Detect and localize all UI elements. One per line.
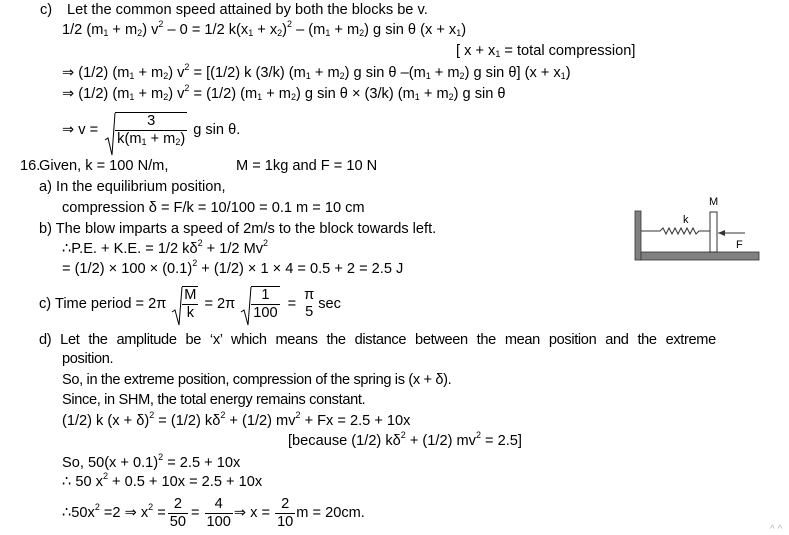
spring-block-figure (632, 190, 762, 262)
part-d-line: Since, in SHM, the total energy remains constant. (62, 392, 366, 408)
equation-line: ∴ 50 $x^2 + 0.5 + 10x = 2.5 + 10x$ (62, 471, 263, 490)
problem-number: 16. (20, 158, 41, 174)
equation-note: [ $x + x_1$ = total compression] (456, 43, 636, 59)
sqrt-expression: $\frac{1}{100}$ (240, 286, 279, 322)
energy-conservation-equation: (1/2) k $(x + \delta)^2 = (1/2)$ $k\delta^2 + (1/2) mv^2 + Fx = 2.5 + 10x$ (62, 410, 411, 429)
spring-mass-diagram (632, 190, 762, 266)
equation-line: ⇒ (1/2) $(m_1 + m_2) v^2 = [(1/2)$ k (3/k) $(m_1 + m_2)$ g sin θ $-(m_1 + m_2)$ g sin θ] $(x + x_1)$ (62, 62, 571, 81)
part-c-intro: Let the common speed attained by both the blocks be v. (67, 2, 428, 18)
amplitude-result-equation: $\therefore 50x^2 =2$ ⇒ $x^2$ = $\frac{2}{50}$ = $\frac{4}{100}$ ⇒ x = $\frac{2}{10}$ m = 20cm. (62, 495, 365, 530)
eq-suffix: g sin θ. (193, 122, 241, 138)
equation-line: 1/2 $(m_1 + m_2)$ $v^2 - 0 = 1/2$ $k(x_1 + x_2)^2 - (m_1 + m_2)$ g sin θ $(x + x_1)$ (62, 19, 467, 38)
given-values: Given, k = 100 N/m, (39, 158, 169, 174)
part-a-label: a) In the equilibrium position, (39, 179, 226, 195)
part-d-line: position. (62, 351, 114, 367)
equation-line: ⇒ (1/2) $(m_1 + m_2) v^2 = (1/2) (m_1 + m_2)$ g sin θ × (3/k) $(m_1 + m_2)$ g sin θ (62, 83, 506, 102)
part-d-line: d) Let the amplitude be ‘x’ which means the distance between the mean position and the extreme (39, 332, 716, 348)
given-values-2: M = 1kg and F = 10 N (236, 158, 378, 174)
sqrt-expression: $\frac{M}{k}$ (171, 286, 198, 322)
force-label: F (736, 239, 743, 251)
eq-prefix: ⇒ v = (62, 122, 99, 138)
energy-equation: ∴P.E. + K.E. = 1/2 $k\delta^2 + 1/2$ Mv$^2$ (62, 238, 269, 257)
eq-mid: = 2π (204, 296, 236, 312)
sqrt-expression (104, 112, 187, 148)
eq-prefix: c) Time period = 2π (39, 296, 167, 312)
scroll-up-icon[interactable]: ^ ^ (770, 524, 783, 535)
part-c-label: c) (40, 2, 53, 18)
unit: sec (318, 296, 341, 312)
fraction: π 5 (304, 287, 315, 320)
equation-line: So, $50(x + 0.1)^2 = 2.5 + 10x$ (62, 452, 241, 471)
part-b-label: b) The blow imparts a speed of 2m/s to the block towards left. (39, 221, 437, 237)
energy-calculation: = $(1/2) \times 100 \times (0.1)^2 + (1/2) \times 1 \times 4 = 0.5 + 2 = 2.5$ J (62, 258, 404, 277)
fraction: $\frac{3}{k(m_1 + m_2)}$ (117, 113, 186, 147)
eq-part: $\therefore 50x^2 =2$ ⇒ $x^2$ = (62, 502, 166, 521)
velocity-equation (62, 107, 240, 153)
part-a-equation: compression δ = F/k = 10/100 = 0.1 m = 10 cm (62, 200, 365, 216)
eq-equals: = (287, 296, 297, 312)
part-d-line: So, in the extreme position, compression of the spring is (x + δ). (62, 372, 452, 388)
equation-note: [because (1/2) $k\delta^2 + (1/2) mv^2 = 2.5$] (288, 430, 522, 449)
mass-label: M (709, 196, 719, 208)
time-period-equation (39, 283, 341, 325)
spring-constant-label: k (683, 214, 689, 226)
